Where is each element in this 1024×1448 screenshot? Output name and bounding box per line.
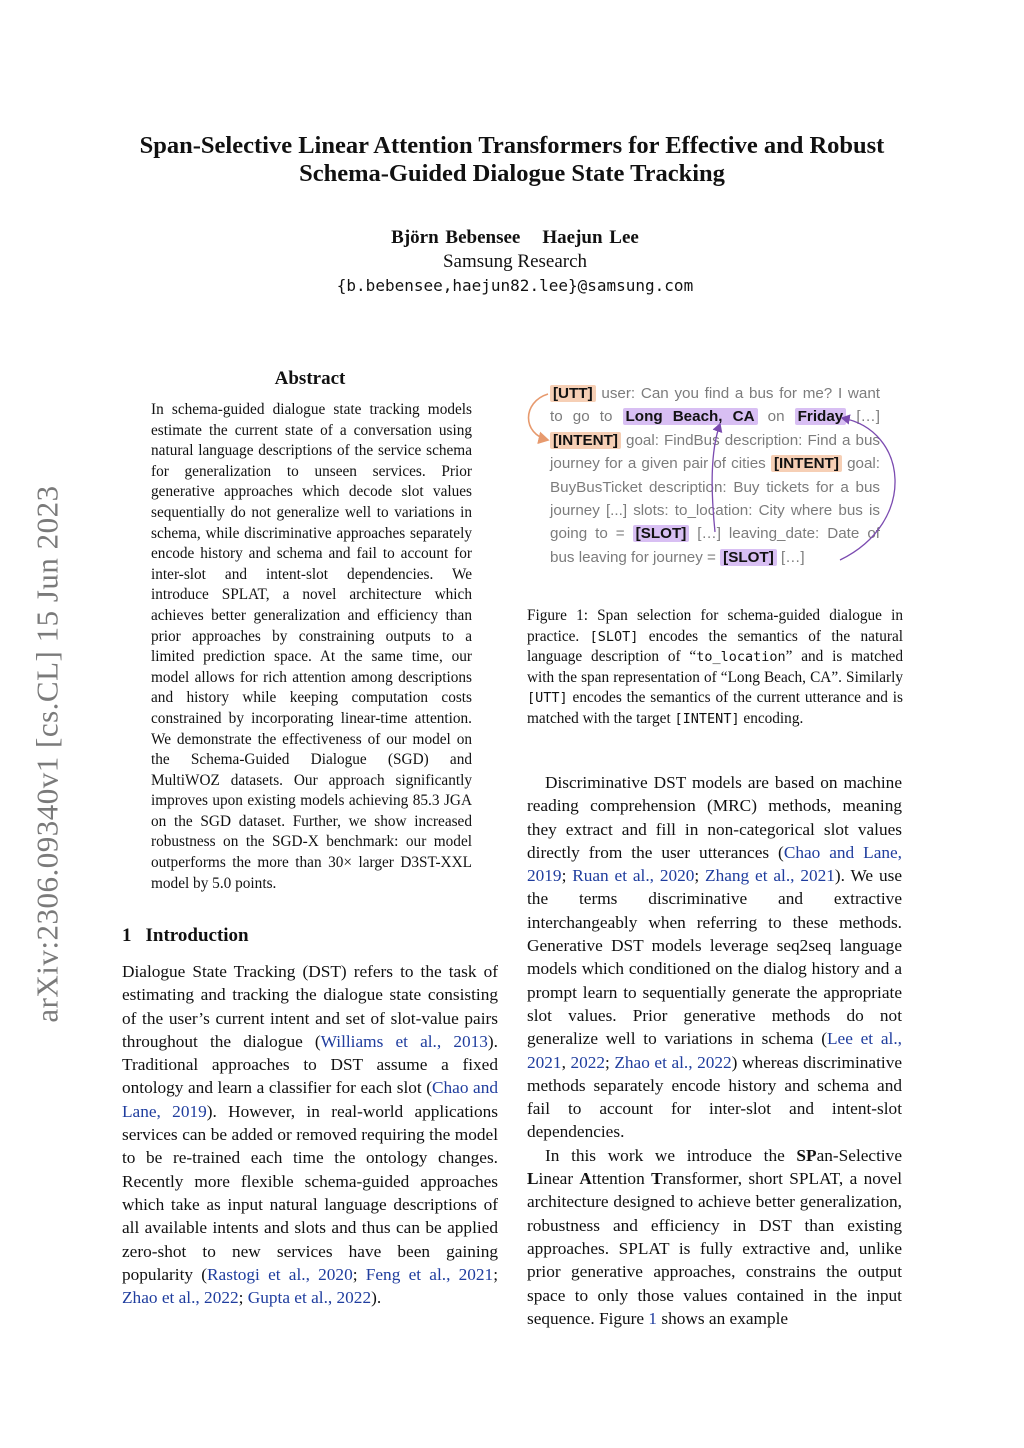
author-1: Björn Bebensee <box>391 227 521 248</box>
caption-code: [SLOT] <box>589 628 639 645</box>
figure-1 <box>528 382 904 576</box>
paper-title <box>100 132 924 188</box>
body-text: ). However, in real-world applications services can be added or removed requiring the model to be re-trained each time the ontology changes. Recently more flexible schema-guided approaches which take as input natural language descriptions of all available intents and slots and thus can be applied zero-shot to new services have been gaining popularity ( <box>122 1101 498 1284</box>
separator: ; <box>352 1264 366 1284</box>
caption-code: to_location <box>696 649 786 666</box>
author-2: Haejun Lee <box>542 227 639 248</box>
separator: ; <box>238 1288 248 1308</box>
separator: ; <box>561 866 573 886</box>
intro-column <box>122 960 498 1309</box>
figure-arrows <box>528 382 904 576</box>
caption-text: ” and is matched with the span representation of “Long Beach, CA”. Similarly <box>527 648 903 686</box>
body-text: ). <box>371 1288 382 1308</box>
caption-text: Figure 1: Span selection for schema-guided dialogue in practice. <box>527 607 903 645</box>
intent-description: goal: FindBus description: Find a bus journey for a given pair of cities <box>550 431 880 473</box>
citation-link[interactable]: Zhao et al., 2022 <box>122 1288 239 1308</box>
utt-token: [UTT] <box>550 385 596 402</box>
section-number: 1 <box>122 925 132 946</box>
email: {b.bebensee,haejun82.lee}@samsung.com <box>336 276 694 295</box>
body-text: inear <box>538 1169 580 1189</box>
body-text: ). Traditional approaches to DST assume a fixed ontology and learn a classifier for each slot ( <box>122 1031 498 1098</box>
title-line-2: Schema-Guided Dialogue State Tracking <box>299 160 725 187</box>
citation-link[interactable]: Feng et al., 2021 <box>365 1264 494 1284</box>
arxiv-stamp <box>12 458 84 1050</box>
utt-intent-arrow <box>529 394 549 440</box>
citation-link[interactable]: Gupta et al., 2022 <box>247 1288 372 1308</box>
intent-token: [INTENT] <box>550 432 621 449</box>
figure-link[interactable]: 1 <box>648 1308 658 1328</box>
slot-date-arrow <box>840 418 895 560</box>
body-paragraph <box>527 1144 902 1330</box>
right-column <box>527 771 902 1330</box>
separator: ; <box>605 1052 615 1072</box>
figure-caption <box>527 606 903 730</box>
body-text: Discriminative DST models are based on machine reading comprehension (MRC) methods, meaning they extract and fill in non-categorical slot values directly from the user utterances ( <box>527 773 902 862</box>
body-text: ransformer, short SPLAT, a novel architecture designed to achieve better generalization, robustness and efficiency in DST than existing approaches. SPLAT is fully extractive and, unlike prior generative approaches, constrains the output space to only those values contained in the input sequence. Figure <box>527 1169 902 1328</box>
body-text: Dialogue State Tracking (DST) refers to the task of estimating and tracking the dialogue state consisting of the user’s current intent and set of slot-value pairs throughout the dialogue ( <box>122 962 498 1051</box>
body-text: ttention <box>591 1169 652 1189</box>
acronym-letter: A <box>579 1169 592 1189</box>
caption-text: encoding. <box>739 709 804 727</box>
caption-code: [INTENT] <box>674 710 740 727</box>
section-title: Introduction <box>145 925 249 946</box>
citation-link[interactable]: Ruan et al., 2020 <box>572 866 695 886</box>
citation-link[interactable]: Rastogi et al., 2020 <box>207 1264 353 1284</box>
citation-link[interactable]: Lee et al., 2021 <box>527 1029 902 1072</box>
user-utterance: user: Can you find a bus for me? I want to go to <box>550 385 880 426</box>
body-text: an-Selective <box>816 1145 902 1165</box>
author-block <box>100 226 930 298</box>
caption-code: [UTT] <box>527 690 568 707</box>
body-text: In this work we introduce the <box>545 1145 797 1165</box>
caption-text: encodes the semantics of the current utterance and is matched with the target <box>527 689 903 727</box>
separator: , <box>561 1052 571 1072</box>
abstract-heading: Abstract <box>274 368 346 389</box>
span-friday: Friday <box>795 408 847 425</box>
abstract-text: In schema-guided dialogue state tracking models estimate the current state of a conversation using natural language descriptions of the service schema for generalization to unseen services. Prior generative approaches which decode slot values sequentially do not generalize well to variations in schema, while discriminative approaches separately encode history and schema and fail to account for inter-slot and intent-slot dependencies. We introduce SPLAT, a novel architecture which achieves better generalization and efficiency than prior approaches by constraining outputs to a limited prediction space. At the same time, our model allows for rich attention among descriptions and history while keeping computation costs constrained by incorporating linear-time attention. We demonstrate the effectiveness of our model on the Schema-Guided Dialogue (SGD) and MultiWOZ datasets. Our approach significantly improves upon existing models achieving 85.3 JGA on the SGD dataset. Further, we show increased robustness on the SGD-X benchmark: our model outperforms the more than 30× larger D3ST-XXL model by 5.0 points. <box>151 401 472 892</box>
title-line-1: Span-Selective Linear Attention Transformers for Effective and Robust <box>139 132 885 159</box>
slot-token: [SLOT] <box>633 525 690 542</box>
citation-link[interactable]: Williams et al., 2013 <box>320 1031 488 1051</box>
ellipsis: […] <box>781 548 805 566</box>
slot-description: […] leaving_date: Date of bus leaving for journey = <box>550 525 880 566</box>
affiliation: Samsung Research <box>442 251 588 272</box>
acronym-letter: L <box>527 1169 539 1189</box>
citation-link[interactable]: Zhang et al., 2021 <box>705 866 835 886</box>
body-paragraph <box>527 771 902 1144</box>
section-heading <box>122 925 249 947</box>
citation-link[interactable]: Chao and Lane, 2019 <box>122 1078 498 1121</box>
acronym-letter: SP <box>796 1145 817 1165</box>
slot-token: [SLOT] <box>720 549 777 566</box>
span-long-beach: Long Beach, CA <box>623 408 758 425</box>
separator: ; <box>493 1264 499 1284</box>
separator: ; <box>694 866 706 886</box>
intro-paragraph <box>122 960 498 1309</box>
slot-location-arrow <box>712 424 720 532</box>
intent-token: [INTENT] <box>771 455 842 472</box>
citation-link[interactable]: Zhao et al., 2022 <box>614 1052 732 1072</box>
citation-link[interactable]: 2022 <box>570 1052 605 1072</box>
author-names <box>100 226 930 250</box>
body-text: shows an example <box>657 1308 789 1328</box>
utterance-word: on <box>767 408 785 426</box>
body-text: ) whereas discriminative methods separately encode history and schema and fail to account for inter-slot and intent-slot dependencies. <box>527 1052 902 1142</box>
citation-link[interactable]: Chao and Lane, 2019 <box>527 842 902 886</box>
intent-description: goal: BuyBusTicket description: Buy tickets for a bus journey [...] slots: to_location: City where bus is going to = <box>550 455 880 543</box>
arxiv-identifier: arXiv:2306.09340v1 [cs.CL] 15 Jun 2023 <box>30 485 65 1023</box>
acronym-letter: T <box>651 1169 663 1189</box>
ellipsis: […] <box>856 408 880 426</box>
caption-text: encodes the semantics of the natural language description of “ <box>527 627 903 666</box>
body-text: ). We use the terms discriminative and extractive interchangeably when referring to these methods. Generative DST models leverage seq2seq language models which conditioned on the dialog history and a prompt learn to sequentially generate the appropriate slot values. Prior generative methods do not generalize well to variations in schema ( <box>527 866 902 1049</box>
